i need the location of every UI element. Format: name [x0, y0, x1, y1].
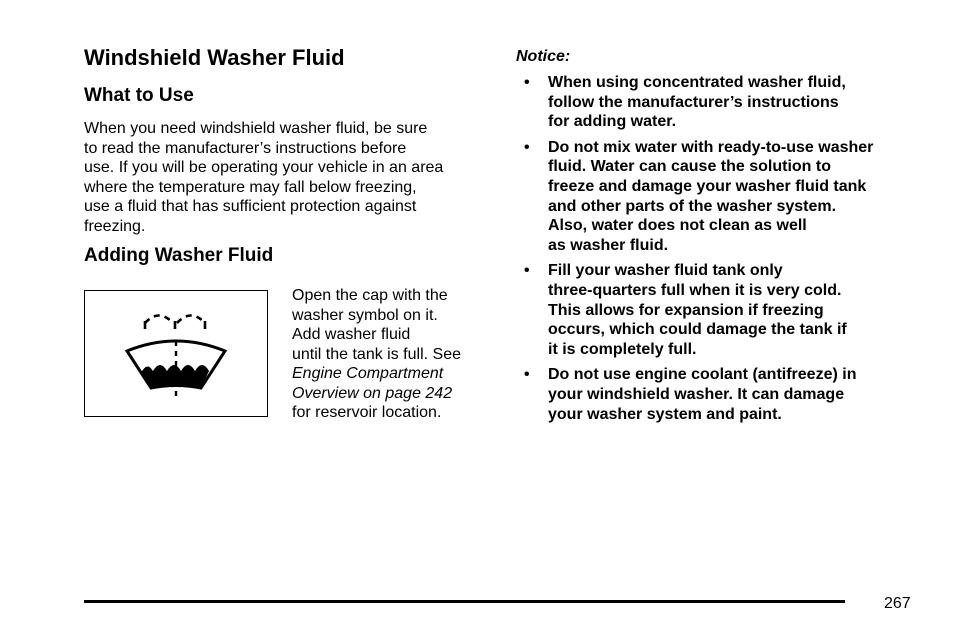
paragraph-line: Open the cap with the: [292, 287, 448, 304]
paragraph-line: Add washer fluid: [292, 326, 411, 343]
adding-paragraph: [292, 286, 461, 423]
page-number: 267: [884, 595, 911, 612]
paragraph-line: where the temperature may fall below freezing,: [84, 178, 417, 196]
notice-bullet: • Fill your washer fluid tank only three-quarters full when it is very cold. This allows for expansion if freezing occurs, which could damage the tank if it is completely full.: [524, 262, 847, 358]
notice-bullet: • Do not use engine coolant (antifreeze) in your windshield washer. It can damage your washer system and paint.: [524, 366, 857, 423]
paragraph-line: for reservoir location.: [292, 404, 442, 421]
notice-bullet-list: [524, 73, 924, 430]
bullet-icon: •: [524, 262, 530, 280]
bullet-icon: •: [524, 74, 530, 91]
section-heading-what-to-use: What to Use: [84, 85, 194, 106]
bullet-icon: •: [524, 138, 530, 156]
washer-symbol-frame: [84, 290, 268, 417]
paragraph-line: until the tank is full. See: [292, 345, 461, 363]
footer-rule: [84, 600, 845, 603]
cross-reference-link[interactable]: Engine Compartment: [292, 365, 444, 382]
what-to-use-paragraph: [84, 119, 443, 236]
washer-fluid-icon: [85, 291, 266, 415]
bullet-icon: •: [524, 366, 530, 384]
page-title: Windshield Washer Fluid: [84, 45, 345, 70]
paragraph-line: freezing.: [84, 217, 146, 235]
paragraph-line: washer symbol on it.: [292, 306, 438, 324]
section-heading-adding-washer-fluid: Adding Washer Fluid: [84, 245, 274, 266]
paragraph-line: to read the manufacturer’s instructions before: [84, 139, 407, 157]
paragraph-line: use. If you will be operating your vehicle in an area: [84, 159, 444, 176]
notice-bullet: • Do not mix water with ready-to-use washer fluid. Water can cause the solution to freeze and damage your washer fluid tank and other parts of the washer system. Also, water does not clean as well as washer fluid.: [524, 138, 874, 254]
paragraph-line: use a fluid that has sufficient protection against: [84, 198, 417, 215]
paragraph-line: When you need windshield washer fluid, be sure: [84, 120, 428, 137]
cross-reference-link[interactable]: Overview on page 242: [292, 384, 453, 402]
notice-bullet: • When using concentrated washer fluid, follow the manufacturer’s instructions for adding water.: [524, 74, 846, 131]
notice-title: Notice:: [516, 48, 571, 65]
